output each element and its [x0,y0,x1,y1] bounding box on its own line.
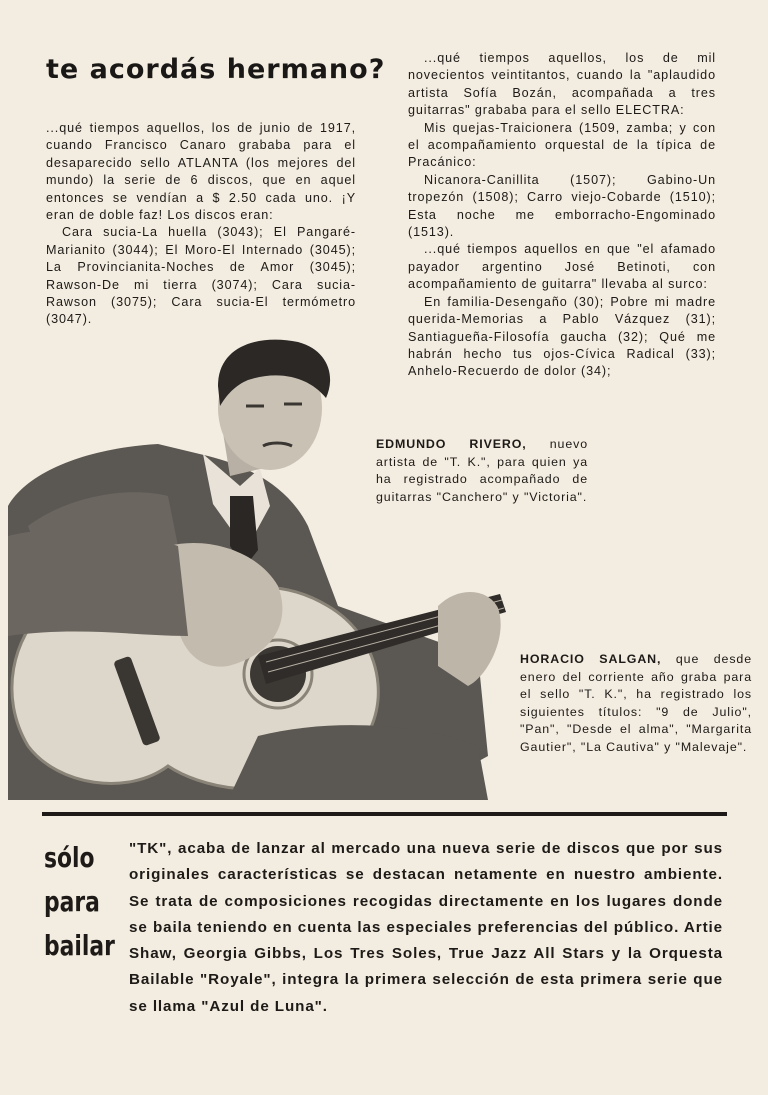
section-divider [42,812,727,816]
caption-horacio-salgan [520,651,752,757]
side-title [44,836,115,968]
dance-records-blurb: "TK", acaba de lanzar al mercado una nueva serie de discos que por sus originales características se destacan netamente en nuestro ambiente. Se trata de composiciones recogidas directamente en los lugares donde se baila teniendo en cuenta las especiales preferencias del público. Artie Shaw, Georgia Gibbs, Los Tres Soles, True Jazz All Stars y la Orquesta Bailable "Royale", integra la primera selección de esta primera serie que se llama "Azul de Luna". [129,840,723,1015]
side-title-line: para [44,885,100,918]
right-column-article [408,50,716,381]
side-title-line: sólo [44,841,95,874]
side-title-line: bailar [44,929,115,962]
headline: te acordás hermano? [46,54,386,85]
caption-edmundo-rivero [376,436,588,506]
left-paragraph: ...qué tiempos aquellos, los de junio de 1917, cuando Francisco Canaro grababa para el desaparecido sello ATLANTA (los mejores del mundo) la serie de 6 discos, que en aquel entonces se vendían a $ 2.50 cada uno. ¡Y eran de doble faz! Los discos eran: [46,121,356,223]
right-paragraph: En familia-Desengaño (30); Pobre mi madre querida-Memorias a Pablo Vázquez (31); Santiagueña-Filosofía gaucha (32); Qué me habrán hecho tus ojos-Cívica Radical (33); Anhelo-Recuerdo de dolor (34); [408,294,716,379]
right-paragraph: ...qué tiempos aquellos en que "el afamado payador argentino José Betinoti, con acompañamiento de guitarra" llevaba al surco: [408,242,716,292]
caption-text: que desde enero del corriente año graba para el sello "T. K.", ha registrado los siguientes títulos: "9 de Julio", "Pan", "Desde el alma", "Margarita Gautier", "La Cautiva" y "Malevaje". [520,652,752,754]
left-paragraph: Cara sucia-La huella (3043); El Pangaré-Marianito (3044); El Moro-El Internado (3045); La Provincianita-Noches de Amor (3045); Rawson-De mi tierra (3074); Cara sucia-Rawson (3075); Cara sucia-El termómetro (3047). [46,225,356,327]
right-paragraph: Mis quejas-Traicionera (1509, zamba; y con el acompañamiento orquestal de la típica de Pracánico: [408,120,716,170]
caption-name: HORACIO SALGAN, [520,652,662,666]
left-column-article [46,120,356,329]
right-paragraph: ...qué tiempos aquellos, los de mil novecientos veintitantos, cuando la "aplaudido artista Sofía Bozán, acompañada a tres guitarras" grababa para el sello ELECTRA: [408,51,716,118]
right-paragraph: Nicanora-Canillita (1507); Gabino-Un tropezón (1508); Carro viejo-Cobarde (1510); Esta noche me emborracho-Engominado (1513). [408,172,716,240]
guitarist-photo [8,336,508,800]
caption-name: EDMUNDO RIVERO, [376,437,527,451]
caption-text: nuevo artista de "T. K.", para quien ya ha registrado acompañado de guitarras "Canchero" y "Victoria". [376,437,588,504]
